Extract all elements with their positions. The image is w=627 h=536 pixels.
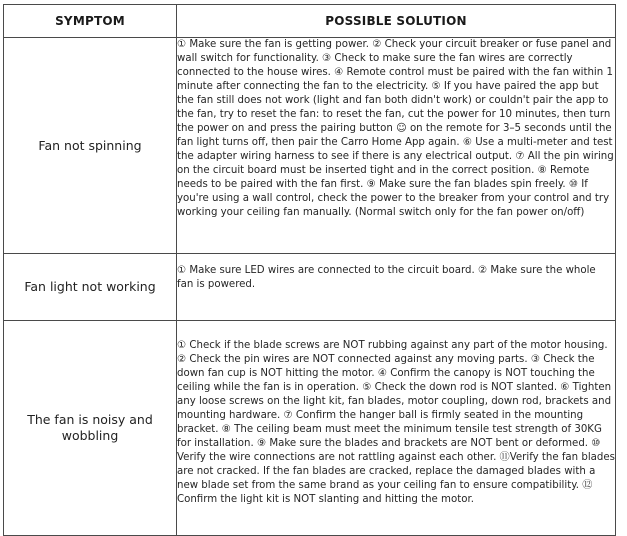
symptom-column-header: SYMPTOM [4,5,177,38]
symptom-cell: Fan not spinning [4,38,177,254]
troubleshooting-table [3,4,616,536]
table-header-row [4,5,616,38]
solution-cell: ① Make sure the fan is getting power. ② Check your circuit breaker or fuse panel and wall switch for functionality. ③ Check to make sure the fan wires are correctly connected to the house wires. ④ Remote control must be paired with the fan within 1 minute after connecting the fan to the electricity. ⑤ If you have paired the app but the fan still does not work (light and fan both didn't work) or couldn't pair the app to the fan, try to reset the fan: to reset the fan, cut the power for 10 minutes, then turn the power on and press the pairing button ☺ on the remote for 3–5 seconds until the fan light turns off, then pair the Carro Home App again. ⑥ Use a multi-meter and test the adapter wiring harness to see if there is any electrical output. ⑦ All the pin wiring on the circuit board must be inserted tight and in the correct position. ⑧ Remote needs to be paired with the fan first. ⑨ Make sure the fan blades spin freely. ⑩ If you're using a wall control, check the power to the breaker from your control and try working your ceiling fan manually. (Normal switch only for the fan power on/off) [177,38,616,254]
solution-cell: ① Check if the blade screws are NOT rubbing against any part of the motor housing. ② Check the pin wires are NOT connected against any moving parts. ③ Check the down fan cup is NOT hitting the motor. ④ Confirm the canopy is NOT touching the ceiling while the fan is in operation. ⑤ Check the down rod is NOT slanted. ⑥ Tighten any loose screws on the light kit, fan blades, motor coupling, down rod, brackets and mounting hardware. ⑦ Confirm the hanger ball is firmly seated in the mounting bracket. ⑧ The ceiling beam must meet the minimum tensile test strength of 30KG for installation. ⑨ Make sure the blades and brackets are NOT bent or deformed. ⑩ Verify the wire connections are not rattling against each other. ⑪Verify the fan blades are not cracked. If the fan blades are cracked, replace the damaged blades with a new blade set from the same brand as your ceiling fan to ensure compatibility. ⑫ Confirm the light kit is NOT slanting and hitting the motor. [177,321,616,536]
solution-cell: ① Make sure LED wires are connected to the circuit board. ② Make sure the whole fan is powered. [177,254,616,321]
table-row [4,321,616,536]
symptom-cell: The fan is noisy and wobbling [4,321,177,536]
table-row [4,254,616,321]
symptom-cell: Fan light not working [4,254,177,321]
solution-column-header: POSSIBLE SOLUTION [177,5,616,38]
table-row [4,38,616,254]
